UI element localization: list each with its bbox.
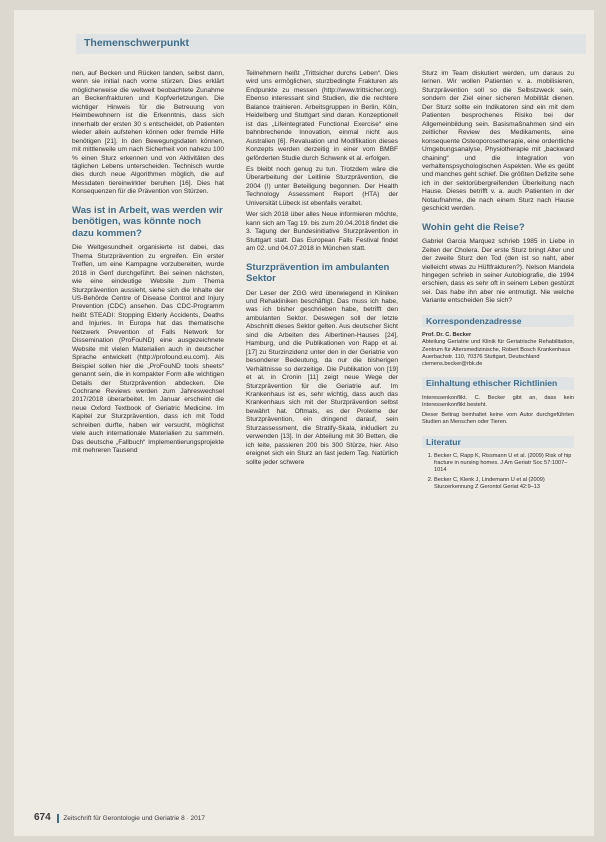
author-address-line: Auerbachstr. 110, 70376 Stuttgart, Deutschland xyxy=(422,353,540,360)
correspondence-box-title: Korrespondenzadresse xyxy=(422,315,574,327)
author-email: clemens.becker@rbk.de xyxy=(422,361,483,368)
journal-page xyxy=(14,10,594,836)
paragraph: nen, auf Becken und Rücken landen, selbst dann, wenn sie initial nach vorne stürzen. Dies erklärt möglicherweise die weltweit beobachtete Zunahme an Beckenfrakturen und Kopfverletzungen. Die wichtiger Hinweis für die Betreuung von Heimbewohnern ist die Erkenntnis, dass sich innerhalb der ersten 30 s entscheidet, ob Patienten wieder allein aufstehen können oder fremde Hilfe benötigen [21]. In den Bewegungsdaten können, mit mittlerweile um nach Sicherheit von nahezu 100 % einen Sturz erkennen und von Aktivitäten des täglichen Lebens unterscheiden. Technisch wurde dies durch neue Algorithmen möglich, die auf Messdaten tiereinwirkter beruhen [16]. Dies hat Konsequenzen für die Prävention von Stürzen. xyxy=(72,70,224,196)
page-footer xyxy=(34,812,205,823)
text-column-2 xyxy=(246,70,398,470)
paragraph: Sturz im Team diskutiert werden, um daraus zu lernen. Wir wollen Patienten v. a. mobilisieren, Sturzprävention soll so die Selbstzweck sein, sondern der Ziel einer sicheren Mobilität dienen. Der Sturz sollte ein Indikatoren sind ein mit dem Patienten besprochenes Risiko bei der Allgemeinbildung sein. Basismaßnahmen sind ein zeitlicher Review des Medikaments, eine konsequente Osteoporosetherapie, eine ordentliche Umgebungsanalyse, Physiotherapie mit „backward chaining“ und die Integration von verhaltenspsychologischen Aspekten. Wie es geübt und manches geht schief. Die größten Defizite sehe ich in der sektorübergreifenden Überleitung nach Hause. Dieses betrifft v. a. auch Patienten in der Notaufnahme, die nach einem Sturz nach Hause geschickt werden. xyxy=(422,70,574,213)
footer-divider xyxy=(57,814,59,823)
paragraph: Wer sich 2018 über alles Neue informieren möchte, kann sich am Tag 19. bis zum 20.04.2018 findet die 3. Tagung der Bundesinitiative Sturzprävention in Stuttgart statt. Das European Falls Festival findet am 02. und 04.07.2018 in München statt. xyxy=(246,211,398,253)
paragraph: Gabriel Garcia Marquez schrieb 1985 in Liebe in Zeiten der Cholera. Der erste Sturz bringt Alter und der zweite Sturz den Tod (den ist so naht, aber vielleicht etwas zu Hüftfrakturen?). Nelson Mandela hingegen schrieb in seiner Autobiografie, die 1994 erschien, dass es sehr oft in seinem Leben gestürzt sei. Das habe ihn aber nie entmutigt. Nie welche Variante entscheiden Sie sich? xyxy=(422,238,574,305)
literature-box-title: Literatur xyxy=(422,436,574,448)
paragraph: Die Weltgesundheit organisierte ist dabei, das Thema Sturzprävention zu ergreifen. Ein erster Treffen, um eine Kampagne vorzubereiten, wurde 2018 in Genf durchgeführt. Bei seinen nächsten, wie eine eindeutige Website zum Thema Sturzprävention aussieht, siehe sich die Inhalte der US-Behörde Centre of Disease Control and Injury Prevention (CDC) ansehen. Das CDC-Programm heißt STEADI: Stopping Elderly Accidents, Deaths and Injuries. In Europa hat das thematische Netzwerk Prevention of Falls Network for Dissemination (ProFouND) eine ausgezeichnete Website mit vielen Materialien auch in deutscher Sprache entwickelt (http://profound.eu.com). Als Beispiel sollen hier die „ProFouND tools sheets“ genannt sein, die in kompakter Form alle wichtigen Details der Sturzprävention abdecken. Die Cochrane Reviews werden zum Jahreswechsel 2017/2018 überarbeitet. Im Januar erscheint die neue Oxford Textbook of Geriatric Medicine. Im Kapitel zur Sturzprävention, dass ich mit Todd schreiben durfte, haben wir versucht, möglichst viele auch internationale Materialien zu sammeln. Das deutsche „Fallbuch“ Implementierungsprojekte mit mehreren Tausend xyxy=(72,244,224,455)
text-column-1 xyxy=(72,70,224,459)
reference-item: 1. Becker C, Rapp K, Rissmann U et al. (2009) Risk of hip fracture in nursing homes. J Am Geriatr Soc 57:1007–1014 xyxy=(434,453,574,475)
paragraph: Es bleibt noch genug zu tun. Trotzdem wäre die Überarbeitung der Leitlinie Sturzprävention, die 2004 (!) unter Beteiligung begonnen. Der Health Technology Assessment Report (HTA) der Universität Lübeck ist ebenfalls veraltet. xyxy=(246,165,398,207)
section-header-band xyxy=(76,34,586,54)
author-address: Abteilung Geriatrie und Klinik für Geriatrische Rehabilitation, Zentrum für Altersmedizinische, Robert Bosch Krankenhaus xyxy=(422,339,574,353)
paragraph: Der Leser der ZGG wird überwiegend in Kliniken und Rehakliniken beschäftigt. Das muss ich habe, was ich bisher geschrieben habe, betrifft den ambulanten Sektor. Deswegen soll der letzte Abschnitt dieses Sektor gelten. Aus deutscher Sicht sind die Arbeiten des Albertinen-Hauses [24], Hamburg, und die Publikationen von Rapp et al. [17] zu Sturzinzidenz unter den in der Geriatrie von besonderer Bedeutung, da nur die bisherigen Verhältnisse so derzeitige. Die Publikation von [19] et al. in Cronin [11] zeigt neue Wege der Sturzprävention für die Geriatrie auf. Im Krankenhaus ist es, sehr wichtig, dass auch das Krankenhaus sich mit der Sturzprävention selbst bewährt hat. Oftmals, es der Proleme der Sturzprävention, ein dringend darauf, sein Sturzassessment, die Stratify-Skala, inkludiert zu verwenden [13]. In der Abteilung mit 30 Betten, die ich leite, passieren 200 bis 300 Stürze, hier. Also ereignet sich ein Sturz an fast jedem Tag. Natürlich sollte jeder schwere xyxy=(246,289,398,466)
section-heading: Wohin geht die Reise? xyxy=(422,221,525,233)
author-name: Prof. Dr. C. Becker xyxy=(422,332,472,339)
paragraph: Teilnehmern heißt „Trittsicher durchs Leben“. Dies wird uns ermöglichen, sturzbedingte Frakturen als Endpunkte zu messen (http://www.trittsicher.org). Ebenso interessant sind Studien, die die rechtere Balance trainieren. Arbeitsgruppen in Berlin, Köln, Heidelberg und Stuttgart sind daran. Konzeptionell ist das „Lifeintegrated Functional Exercise“ eine bahnbrechende Innovation, einmal nicht aus Australien [6]. Revaluation und Modifikation dieses Konzepts werden derzeitig in einer vom BMBF geförderten Studie durch Schwenk et al. erfolgen. xyxy=(246,70,398,162)
section-heading: Sturzprävention im ambulanten Sektor xyxy=(246,261,390,285)
section-tag: Themenschwerpunkt xyxy=(84,37,190,49)
conflict-statement: Interessenkonflikt. C. Becker gibt an, dass kein Interessenkonflikt besteht. xyxy=(422,394,574,408)
reference-list xyxy=(422,453,574,491)
section-heading: Was ist in Arbeit, was werden wir benötigen, was könnte noch dazu kommen? xyxy=(72,204,223,239)
ethics-statement: Dieser Beitrag beinhaltet keine vom Autor durchgeführten Studien an Menschen oder Tieren. xyxy=(422,412,574,426)
page-number: 674 xyxy=(34,812,51,823)
journal-name: Zeitschrift für Gerontologie und Geriatrie 8 · 2017 xyxy=(63,815,205,822)
reference-item: 2. Becker C, Klenk J, Lindemann U et al (2009) Sturzerkennung Z Gerontol Geriat 42:9–13 xyxy=(434,477,574,491)
text-column-3 xyxy=(422,70,574,493)
ethics-box-title: Einhaltung ethischer Richtlinien xyxy=(422,377,574,389)
